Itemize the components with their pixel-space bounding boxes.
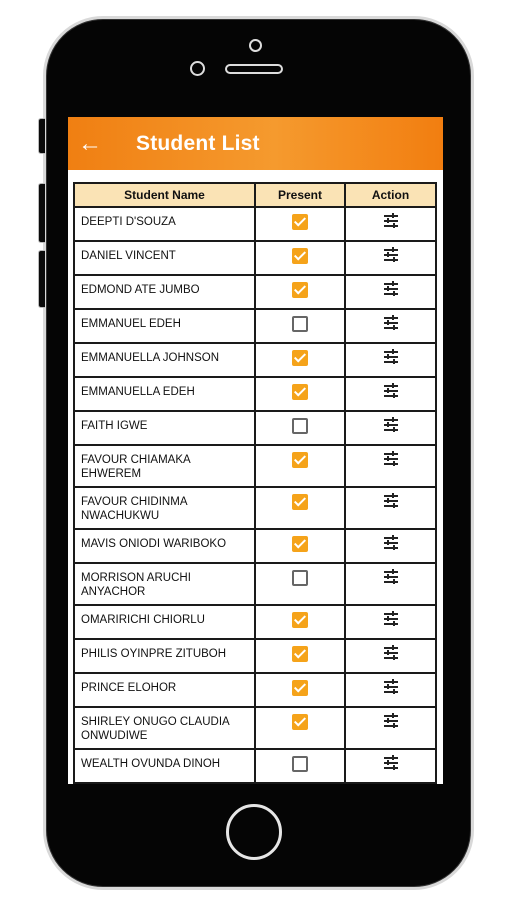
table-row [74, 707, 436, 749]
table-row [74, 487, 436, 529]
student-name-cell: EMMANUELLA JOHNSON [74, 343, 255, 377]
student-name-cell: EDMOND ATE JUMBO [74, 275, 255, 309]
student-name-cell: PRINCE ELOHOR [74, 673, 255, 707]
present-cell [255, 241, 345, 275]
student-name-cell: PHILIS OYINPRE ZITUBOH [74, 639, 255, 673]
front-camera [249, 39, 262, 52]
action-cell [345, 749, 436, 783]
checkbox-checked-icon[interactable] [292, 350, 308, 366]
student-name-cell: MORRISON ARUCHI ANYACHOR [74, 563, 255, 605]
table-row [74, 241, 436, 275]
present-cell [255, 411, 345, 445]
student-name-cell: DEEPTI D'SOUZA [74, 207, 255, 241]
present-cell [255, 605, 345, 639]
student-name-cell: OMARIRICHI CHIORLU [74, 605, 255, 639]
present-cell [255, 563, 345, 605]
student-name-cell: FAVOUR CHIAMAKA EHWEREM [74, 445, 255, 487]
sliders-icon[interactable] [384, 570, 398, 584]
sliders-icon[interactable] [384, 536, 398, 550]
student-table-container [73, 182, 435, 784]
present-cell [255, 673, 345, 707]
sliders-icon[interactable] [384, 612, 398, 626]
app-bar [68, 117, 443, 170]
column-header-student-name: Student Name [74, 183, 255, 207]
checkbox-checked-icon[interactable] [292, 646, 308, 662]
earpiece-speaker [225, 64, 283, 74]
checkbox-checked-icon[interactable] [292, 452, 308, 468]
present-cell [255, 707, 345, 749]
table-row [74, 207, 436, 241]
table-row [74, 343, 436, 377]
table-row [74, 445, 436, 487]
action-cell [345, 309, 436, 343]
column-header-action: Action [345, 183, 436, 207]
present-cell [255, 207, 345, 241]
student-name-cell: EMMANUEL EDEH [74, 309, 255, 343]
checkbox-checked-icon[interactable] [292, 282, 308, 298]
action-cell [345, 605, 436, 639]
present-cell [255, 749, 345, 783]
checkbox-unchecked-icon[interactable] [292, 316, 308, 332]
table-row [74, 639, 436, 673]
action-cell [345, 707, 436, 749]
sliders-icon[interactable] [384, 316, 398, 330]
table-row [74, 529, 436, 563]
app-screen [68, 117, 443, 784]
student-table [73, 182, 437, 784]
table-header-row [74, 183, 436, 207]
checkbox-checked-icon[interactable] [292, 536, 308, 552]
action-cell [345, 343, 436, 377]
student-name-cell: EMMANUELLA EDEH [74, 377, 255, 411]
checkbox-unchecked-icon[interactable] [292, 570, 308, 586]
table-row [74, 563, 436, 605]
sliders-icon[interactable] [384, 282, 398, 296]
student-name-cell: MAVIS ONIODI WARIBOKO [74, 529, 255, 563]
checkbox-checked-icon[interactable] [292, 680, 308, 696]
student-name-cell: FAVOUR CHIDINMA NWACHUKWU [74, 487, 255, 529]
action-cell [345, 487, 436, 529]
present-cell [255, 377, 345, 411]
sliders-icon[interactable] [384, 214, 398, 228]
student-name-cell: FAITH IGWE [74, 411, 255, 445]
action-cell [345, 207, 436, 241]
action-cell [345, 275, 436, 309]
phone-volume-down [38, 250, 45, 308]
sliders-icon[interactable] [384, 418, 398, 432]
checkbox-checked-icon[interactable] [292, 612, 308, 628]
arrow-left-icon[interactable]: ← [78, 129, 102, 157]
column-header-present: Present [255, 183, 345, 207]
present-cell [255, 343, 345, 377]
present-cell [255, 309, 345, 343]
present-cell [255, 275, 345, 309]
table-row [74, 673, 436, 707]
sliders-icon[interactable] [384, 680, 398, 694]
action-cell [345, 563, 436, 605]
table-row [74, 749, 436, 783]
table-row [74, 377, 436, 411]
sliders-icon[interactable] [384, 714, 398, 728]
student-name-cell: WEALTH OVUNDA DINOH [74, 749, 255, 783]
sliders-icon[interactable] [384, 646, 398, 660]
sliders-icon[interactable] [384, 248, 398, 262]
sliders-icon[interactable] [384, 494, 398, 508]
table-row [74, 275, 436, 309]
proximity-sensor [190, 61, 205, 76]
checkbox-unchecked-icon[interactable] [292, 756, 308, 772]
checkbox-checked-icon[interactable] [292, 714, 308, 730]
present-cell [255, 487, 345, 529]
present-cell [255, 445, 345, 487]
table-body [74, 207, 436, 783]
checkbox-checked-icon[interactable] [292, 494, 308, 510]
sliders-icon[interactable] [384, 384, 398, 398]
action-cell [345, 673, 436, 707]
checkbox-checked-icon[interactable] [292, 384, 308, 400]
action-cell [345, 639, 436, 673]
sliders-icon[interactable] [384, 350, 398, 364]
phone-mute-switch [38, 118, 45, 154]
table-row [74, 605, 436, 639]
checkbox-checked-icon[interactable] [292, 214, 308, 230]
action-cell [345, 241, 436, 275]
action-cell [345, 445, 436, 487]
home-button[interactable] [226, 804, 282, 860]
page-title: Student List [136, 131, 260, 155]
table-row [74, 411, 436, 445]
sliders-icon[interactable] [384, 756, 398, 770]
action-cell [345, 529, 436, 563]
student-name-cell: DANIEL VINCENT [74, 241, 255, 275]
present-cell [255, 529, 345, 563]
action-cell [345, 377, 436, 411]
present-cell [255, 639, 345, 673]
checkbox-checked-icon[interactable] [292, 248, 308, 264]
action-cell [345, 411, 436, 445]
sliders-icon[interactable] [384, 452, 398, 466]
checkbox-unchecked-icon[interactable] [292, 418, 308, 434]
student-name-cell: SHIRLEY ONUGO CLAUDIA ONWUDIWE [74, 707, 255, 749]
table-row [74, 309, 436, 343]
phone-volume-up [38, 183, 45, 243]
